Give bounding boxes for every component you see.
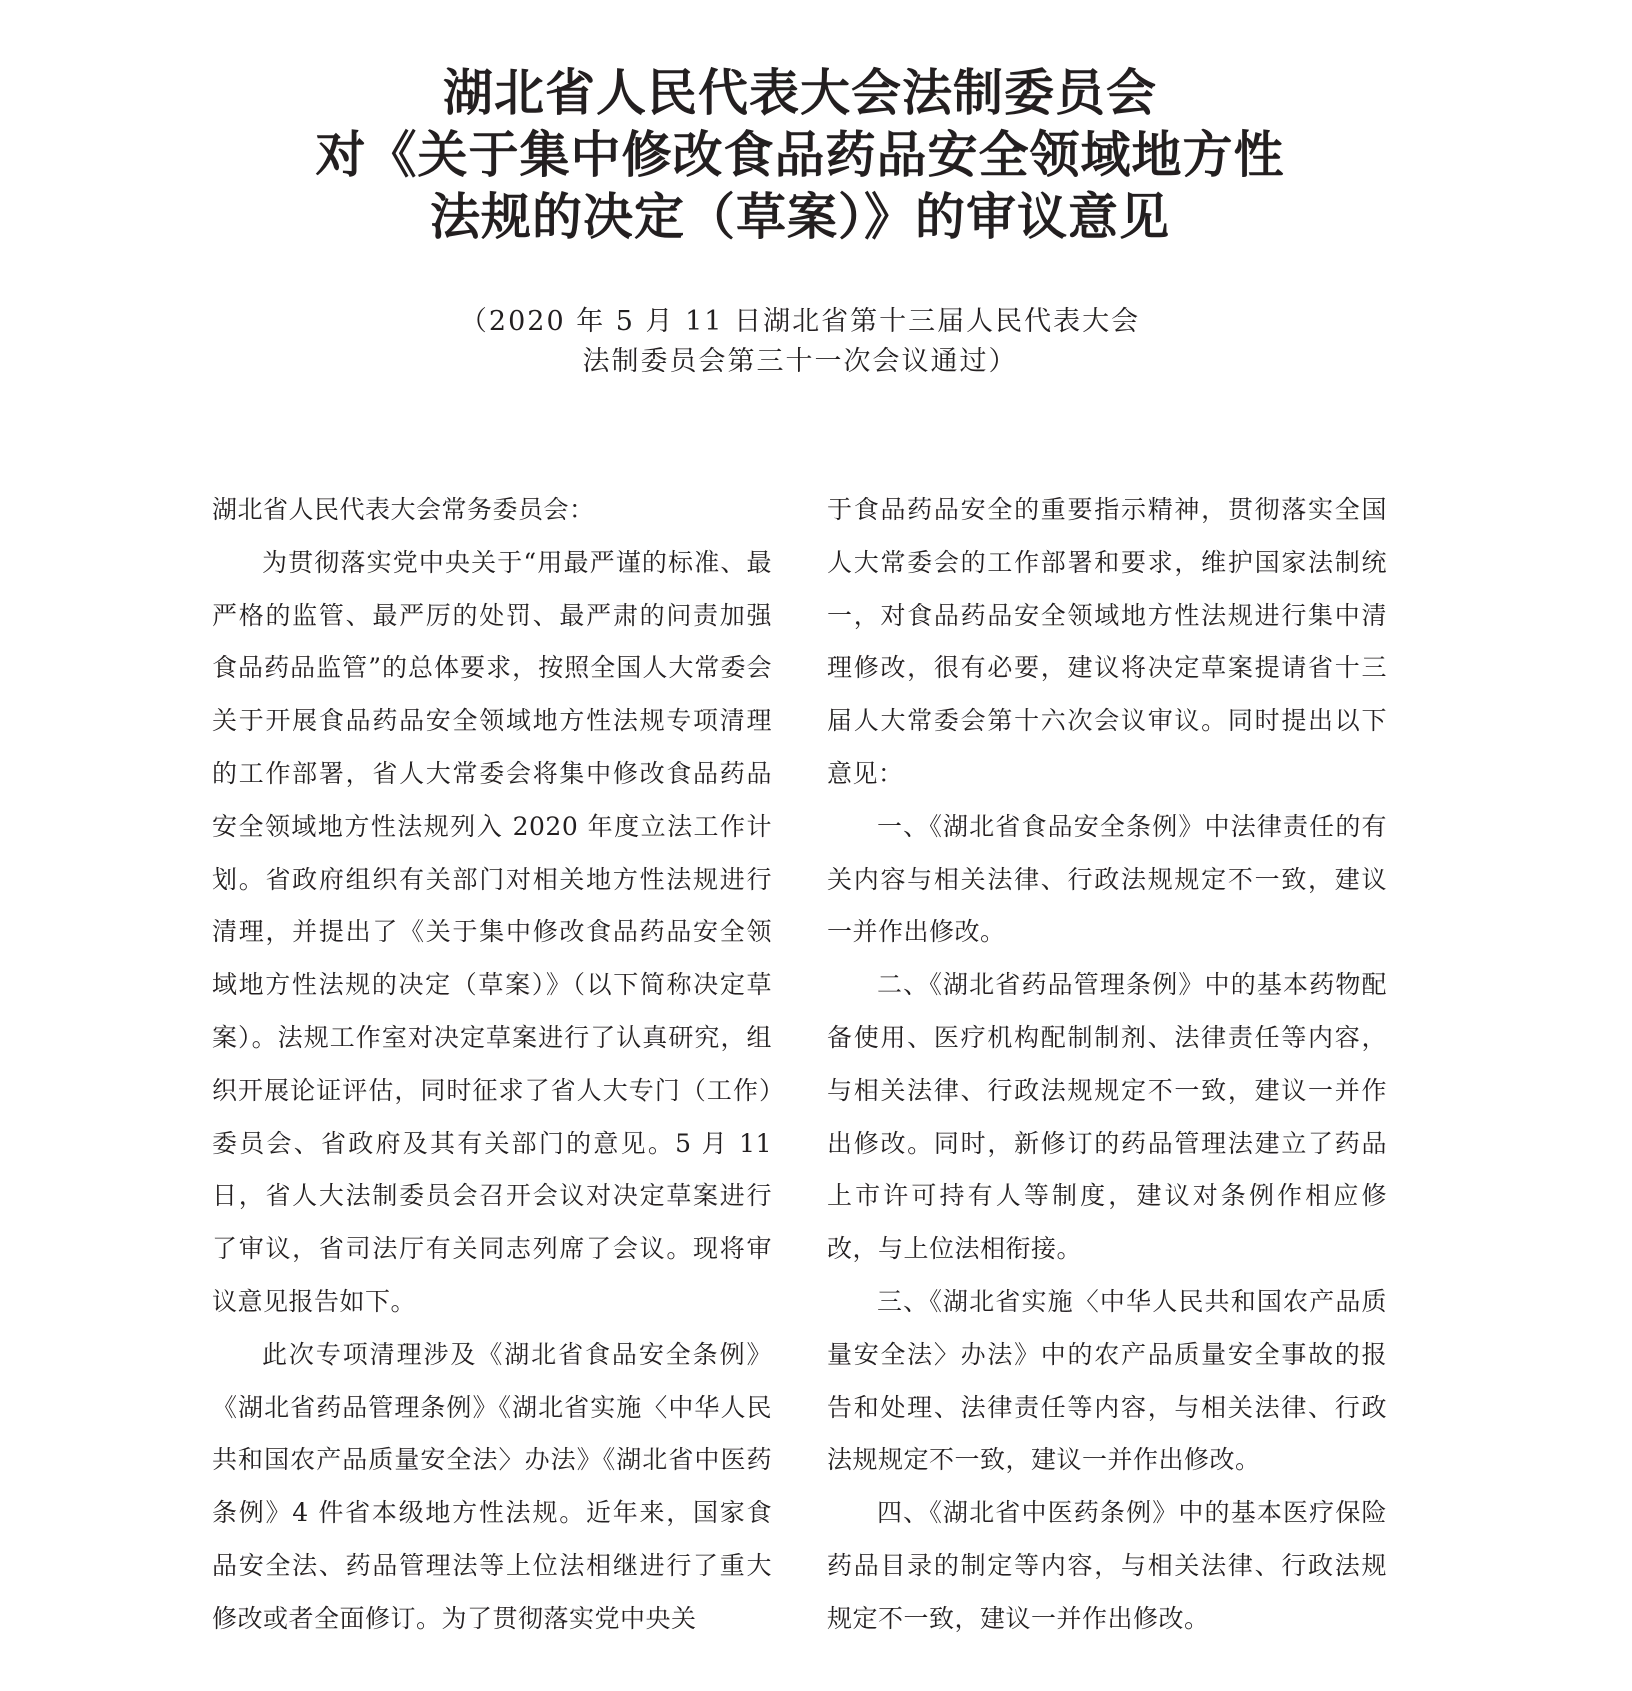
opinion-item-4: 四、《湖北省中医药条例》中的基本医疗保险药品目录的制定等内容，与相关法律、行政法规规定不一致，建议一并作出修改。: [827, 1498, 1387, 1633]
title-line-2: 对《关于集中修改食品药品安全领域地方性: [315, 126, 1285, 184]
document-title: [0, 62, 1600, 248]
body-right-column: [827, 484, 1387, 1646]
body-paragraph: 此次专项清理涉及《湖北省食品安全条例》《湖北省药品管理条例》《湖北省实施〈中华人民共和国农产品质量安全法〉办法》《湖北省中医药条例》4 件省本级地方性法规。近年来，国家食品安全法、药品管理法等上位法相继进行了重大修改或者全面修订。为了贯彻落实党中央关: [212, 1339, 772, 1633]
subtitle-line-1: （2020 年 5 月 11 日湖北省第十三届人民代表大会: [459, 306, 1141, 337]
body-left-column: [212, 484, 772, 1646]
opinion-item-2: 二、《湖北省药品管理条例》中的基本药物配备使用、医疗机构配制制剂、法律责任等内容，与相关法律、行政法规规定不一致，建议一并作出修改。同时，新修订的药品管理法建立了药品上市许可持有人等制度，建议对条例作相应修改，与上位法相衔接。: [827, 970, 1387, 1264]
opinion-item-1: 一、《湖北省食品安全条例》中法律责任的有关内容与相关法律、行政法规规定不一致，建议一并作出修改。: [827, 811, 1387, 947]
salutation: 湖北省人民代表大会常务委员会：: [212, 495, 595, 524]
document-subtitle: [0, 302, 1600, 382]
subtitle-line-2: 法制委员会第三十一次会议通过）: [582, 346, 1018, 377]
body-paragraph-continued: 于食品药品安全的重要指示精神，贯彻落实全国人大常委会的工作部署和要求，维护国家法制统一，对食品药品安全领域地方性法规进行集中清理修改，很有必要，建议将决定草案提请省十三届人大常委会第十六次会议审议。同时提出以下意见：: [827, 495, 1387, 788]
title-line-3: 法规的决定（草案）》的审议意见: [430, 188, 1170, 246]
title-line-1: 湖北省人民代表大会法制委员会: [443, 64, 1157, 122]
opinion-item-3: 三、《湖北省实施〈中华人民共和国农产品质量安全法〉办法》中的农产品质量安全事故的报告和处理、法律责任等内容，与相关法律、行政法规规定不一致，建议一并作出修改。: [827, 1286, 1387, 1475]
body-paragraph: 为贯彻落实党中央关于“用最严谨的标准、最严格的监管、最严厉的处罚、最严肃的问责加强食品药品监管”的总体要求，按照全国人大常委会关于开展食品药品安全领域地方性法规专项清理的工作部署，省人大常委会将集中修改食品药品安全领域地方性法规列入 2020 年度立法工作计划。省政府组织有关部门对相关地方性法规进行清理，并提出了《关于集中修改食品药品安全领域地方性法规的决定（草案）》（以下简称决定草案）。法规工作室对决定草案进行了认真研究，组织开展论证评估，同时征求了省人大专门（工作）委员会、省政府及其有关部门的意见。5 月 11 日，省人大法制委员会召开会议对决定草案进行了审议，省司法厅有关同志列席了会议。现将审议意见报告如下。: [212, 547, 772, 1316]
